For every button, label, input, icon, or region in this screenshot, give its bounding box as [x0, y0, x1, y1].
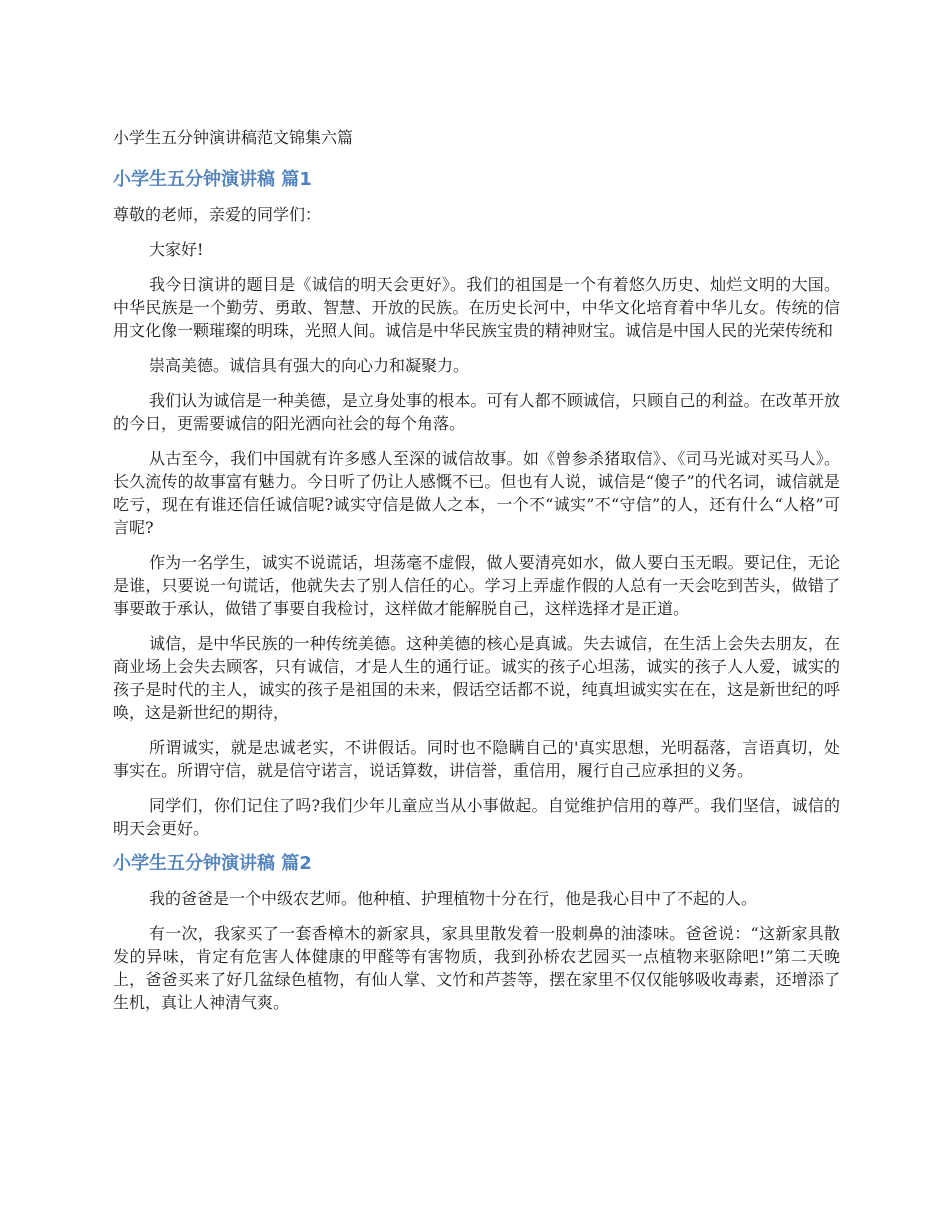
paragraph: 我今日演讲的题目是《诚信的明天会更好》。我们的祖国是一个有着悠久历史、灿烂文明的大国。中华民族是一个勤劳、勇敢、智慧、开放的民族。在历史长河中，中华文化培育着中华儿女。传统的信用文化像一颗璀璨的明珠，光照人间。诚信是中华民族宝贵的精神财宝。诚信是中国人民的光荣传统和	[113, 275, 840, 340]
section-1	[113, 168, 840, 840]
section-heading: 小学生五分钟演讲稿 篇2	[113, 853, 312, 874]
paragraph: 作为一名学生，诚实不说谎话，坦荡毫不虚假，做人要清亮如水，做人要白玉无暇。要记住，无论是谁，只要说一句谎话，他就失去了别人信任的心。学习上弄虚作假的人总有一天会吃到苦头，做错了事要敢于承认，做错了事要自我检讨，这样做才能解脱自己，这样选择才是正道。	[113, 553, 840, 618]
paragraph: 有一次，我家买了一套香樟木的新家具，家具里散发着一股刺鼻的油漆味。爸爸说：“这新家具散发的异味，肯定有危害人体健康的甲醛等有害物质，我到孙桥农艺园买一点植物来驱除吧!”第二天晚上，爸爸买来了好几盆绿色植物，有仙人掌、文竹和芦荟等，摆在家里不仅仅能够吸收毒素，还增添了生机，真让人神清气爽。	[113, 924, 840, 1012]
paragraph: 崇高美德。诚信具有强大的向心力和凝聚力。	[149, 356, 470, 375]
paragraph: 诚信，是中华民族的一种传统美德。这种美德的核心是真诚。失去诚信，在生活上会失去朋友，在商业场上会失去顾客，只有诚信，才是人生的通行证。诚实的孩子心坦荡，诚实的孩子人人爱，诚实的孩子是时代的主人，诚实的孩子是祖国的未来，假话空话都不说，纯真坦诚实实在在，这是新世纪的呼唤，这是新世纪的期待，	[113, 634, 840, 722]
paragraph: 我们认为诚信是一种美德，是立身处事的根本。可有人都不顾诚信，只顾自己的利益。在改革开放的今日，更需要诚信的阳光洒向社会的每个角落。	[113, 391, 840, 433]
greeting: 大家好!	[149, 240, 204, 259]
section-heading: 小学生五分钟演讲稿 篇1	[113, 169, 312, 190]
document-title: 小学生五分钟演讲稿范文锦集六篇	[113, 128, 354, 147]
paragraph: 所谓诚实，就是忠诚老实，不讲假话。同时也不隐瞒自己的'真实思想，光明磊落，言语真切，处事实在。所谓守信，就是信守诺言，说话算数，讲信誉，重信用，履行自己应承担的义务。	[113, 738, 840, 780]
document-page	[113, 126, 840, 1026]
section-2	[113, 852, 840, 1014]
salutation: 尊敬的老师，亲爱的同学们：	[113, 205, 322, 224]
paragraph: 同学们，你们记住了吗?我们少年儿童应当从小事做起。自觉维护信用的尊严。我们坚信，诚信的明天会更好。	[113, 796, 840, 838]
paragraph: 我的爸爸是一个中级农艺师。他种植、护理植物十分在行，他是我心目中了不起的人。	[149, 889, 758, 908]
paragraph: 从古至今，我们中国就有许多感人至深的诚信故事。如《曾参杀猪取信》、《司马光诚对买马人》。长久流传的故事富有魅力。今日听了仍让人感慨不已。但也有人说，诚信是“傻子”的代名词，诚信就是吃亏，现在有谁还信任诚信呢?诚实守信是做人之本，一个不“诚实”不“守信”的人，还有什么“人格”可言呢?	[113, 449, 840, 537]
